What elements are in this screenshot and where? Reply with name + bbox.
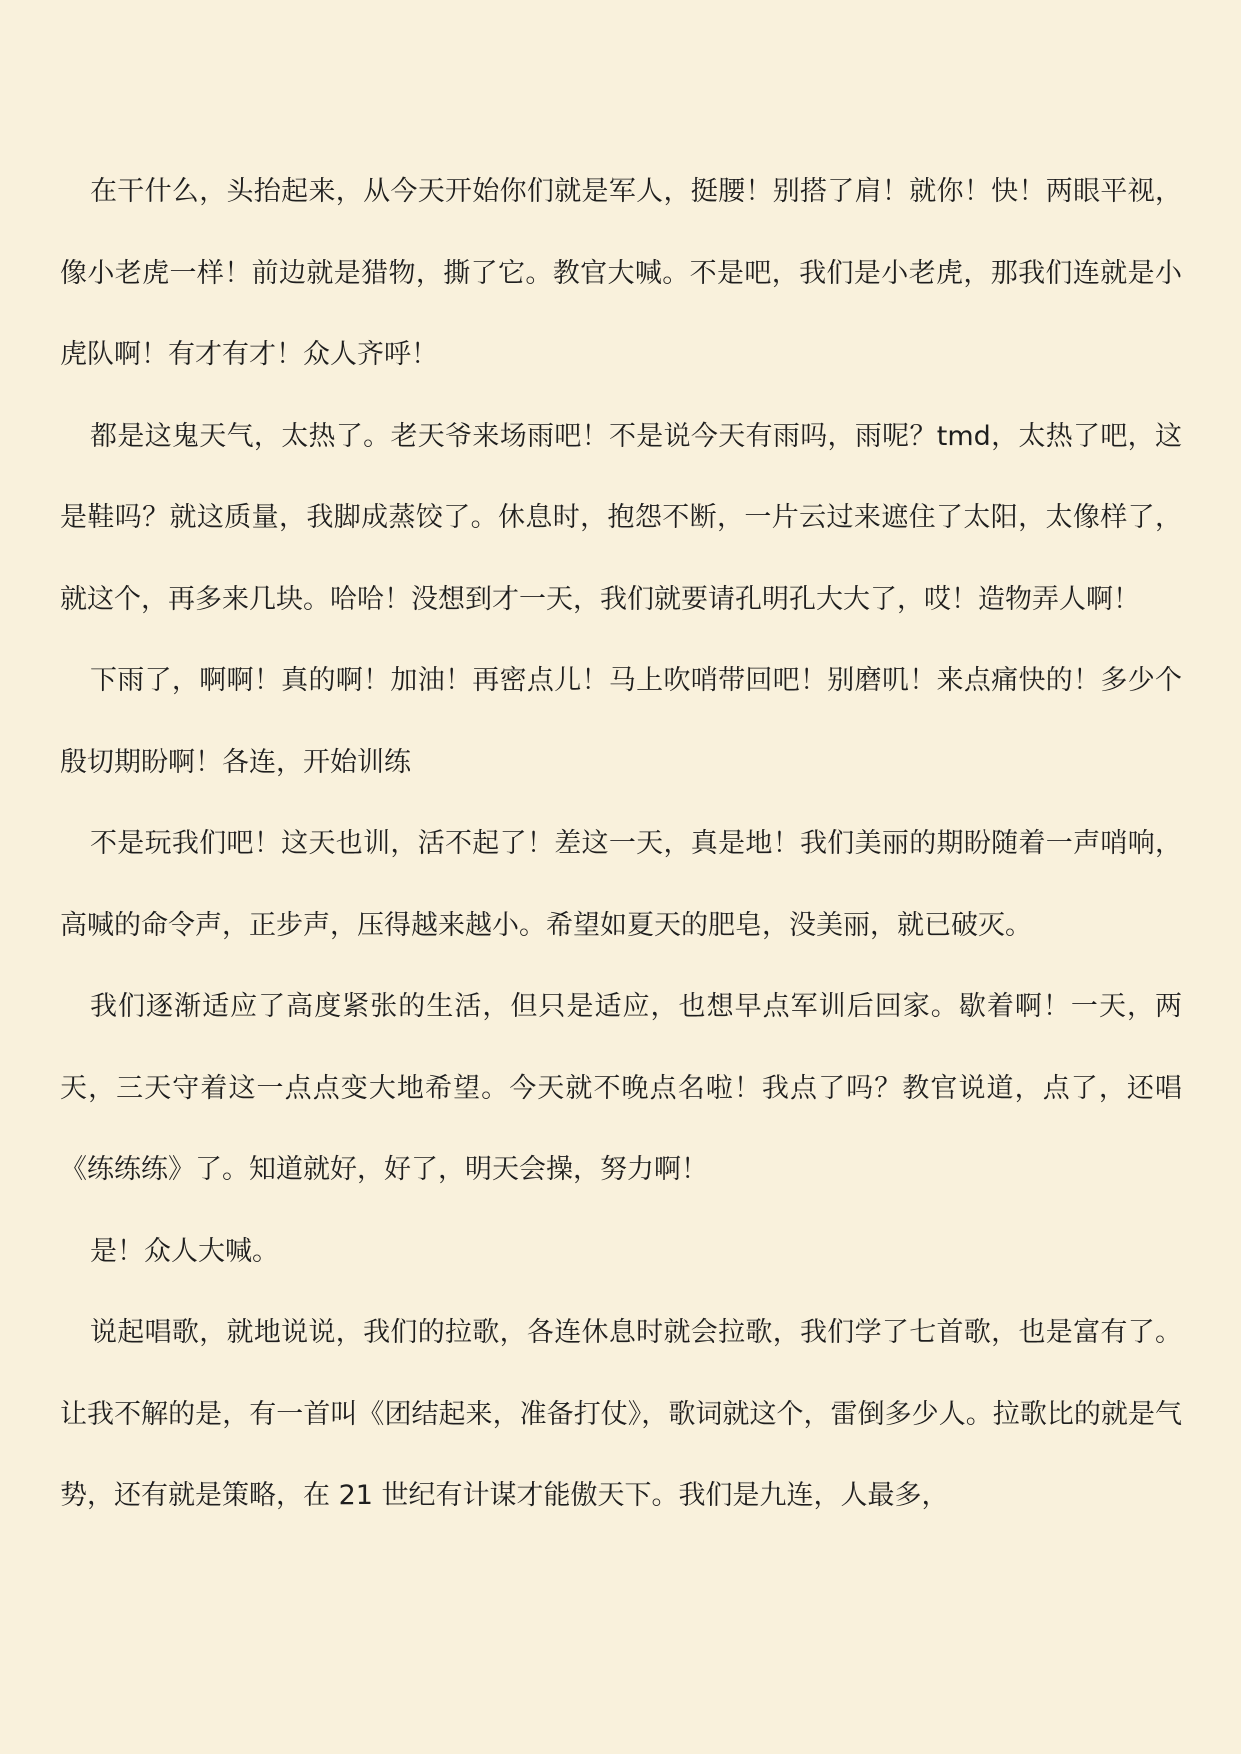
paragraph: 都是这鬼天气，太热了。老天爷来场雨吧！不是说今天有雨吗，雨呢？tmd，太热了吧，这是鞋吗？就这质量，我脚成蒸饺了。休息时，抱怨不断，一片云过来遮住了太阳，太像样了，就这个，再多来几块。哈哈！没想到才一天，我们就要请孔明孔大大了，哎！造物弄人啊！ bbox=[60, 420, 1182, 615]
paragraph: 我们逐渐适应了高度紧张的生活，但只是适应，也想早点军训后回家。歇着啊！一天，两天，三天守着这一点点变大地希望。今天就不晚点名啦！我点了吗？教官说道，点了，还唱《练练练》了。知道就好，好了，明天会操，努力啊！ bbox=[60, 991, 1182, 1185]
paragraph: 是！众人大喊。 bbox=[90, 1235, 279, 1267]
document-body bbox=[60, 151, 1182, 1537]
paragraph: 下雨了，啊啊！真的啊！加油！再密点儿！马上吹哨带回吧！别磨叽！来点痛快的！多少个殷切期盼啊！各连，开始训练 bbox=[60, 665, 1182, 778]
paragraph: 不是玩我们吧！这天也训，活不起了！差这一天，真是地！我们美丽的期盼随着一声哨响，高喊的命令声，正步声，压得越来越小。希望如夏天的肥皂，没美丽，就已破灭。 bbox=[60, 828, 1182, 941]
paragraph: 说起唱歌，就地说说，我们的拉歌，各连休息时就会拉歌，我们学了七首歌，也是富有了。让我不解的是，有一首叫《团结起来，准备打仗》，歌词就这个，雷倒多少人。拉歌比的就是气势，还有就是策略，在 21 世纪有计谋才能傲天下。我们是九连，人最多， bbox=[60, 1317, 1182, 1511]
paragraph: 在干什么，头抬起来，从今天开始你们就是军人，挺腰！别搭了肩！就你！快！两眼平视，像小老虎一样！前边就是猎物，撕了它。教官大喊。不是吧，我们是小老虎，那我们连就是小虎队啊！有才有才！众人齐呼！ bbox=[60, 176, 1182, 370]
